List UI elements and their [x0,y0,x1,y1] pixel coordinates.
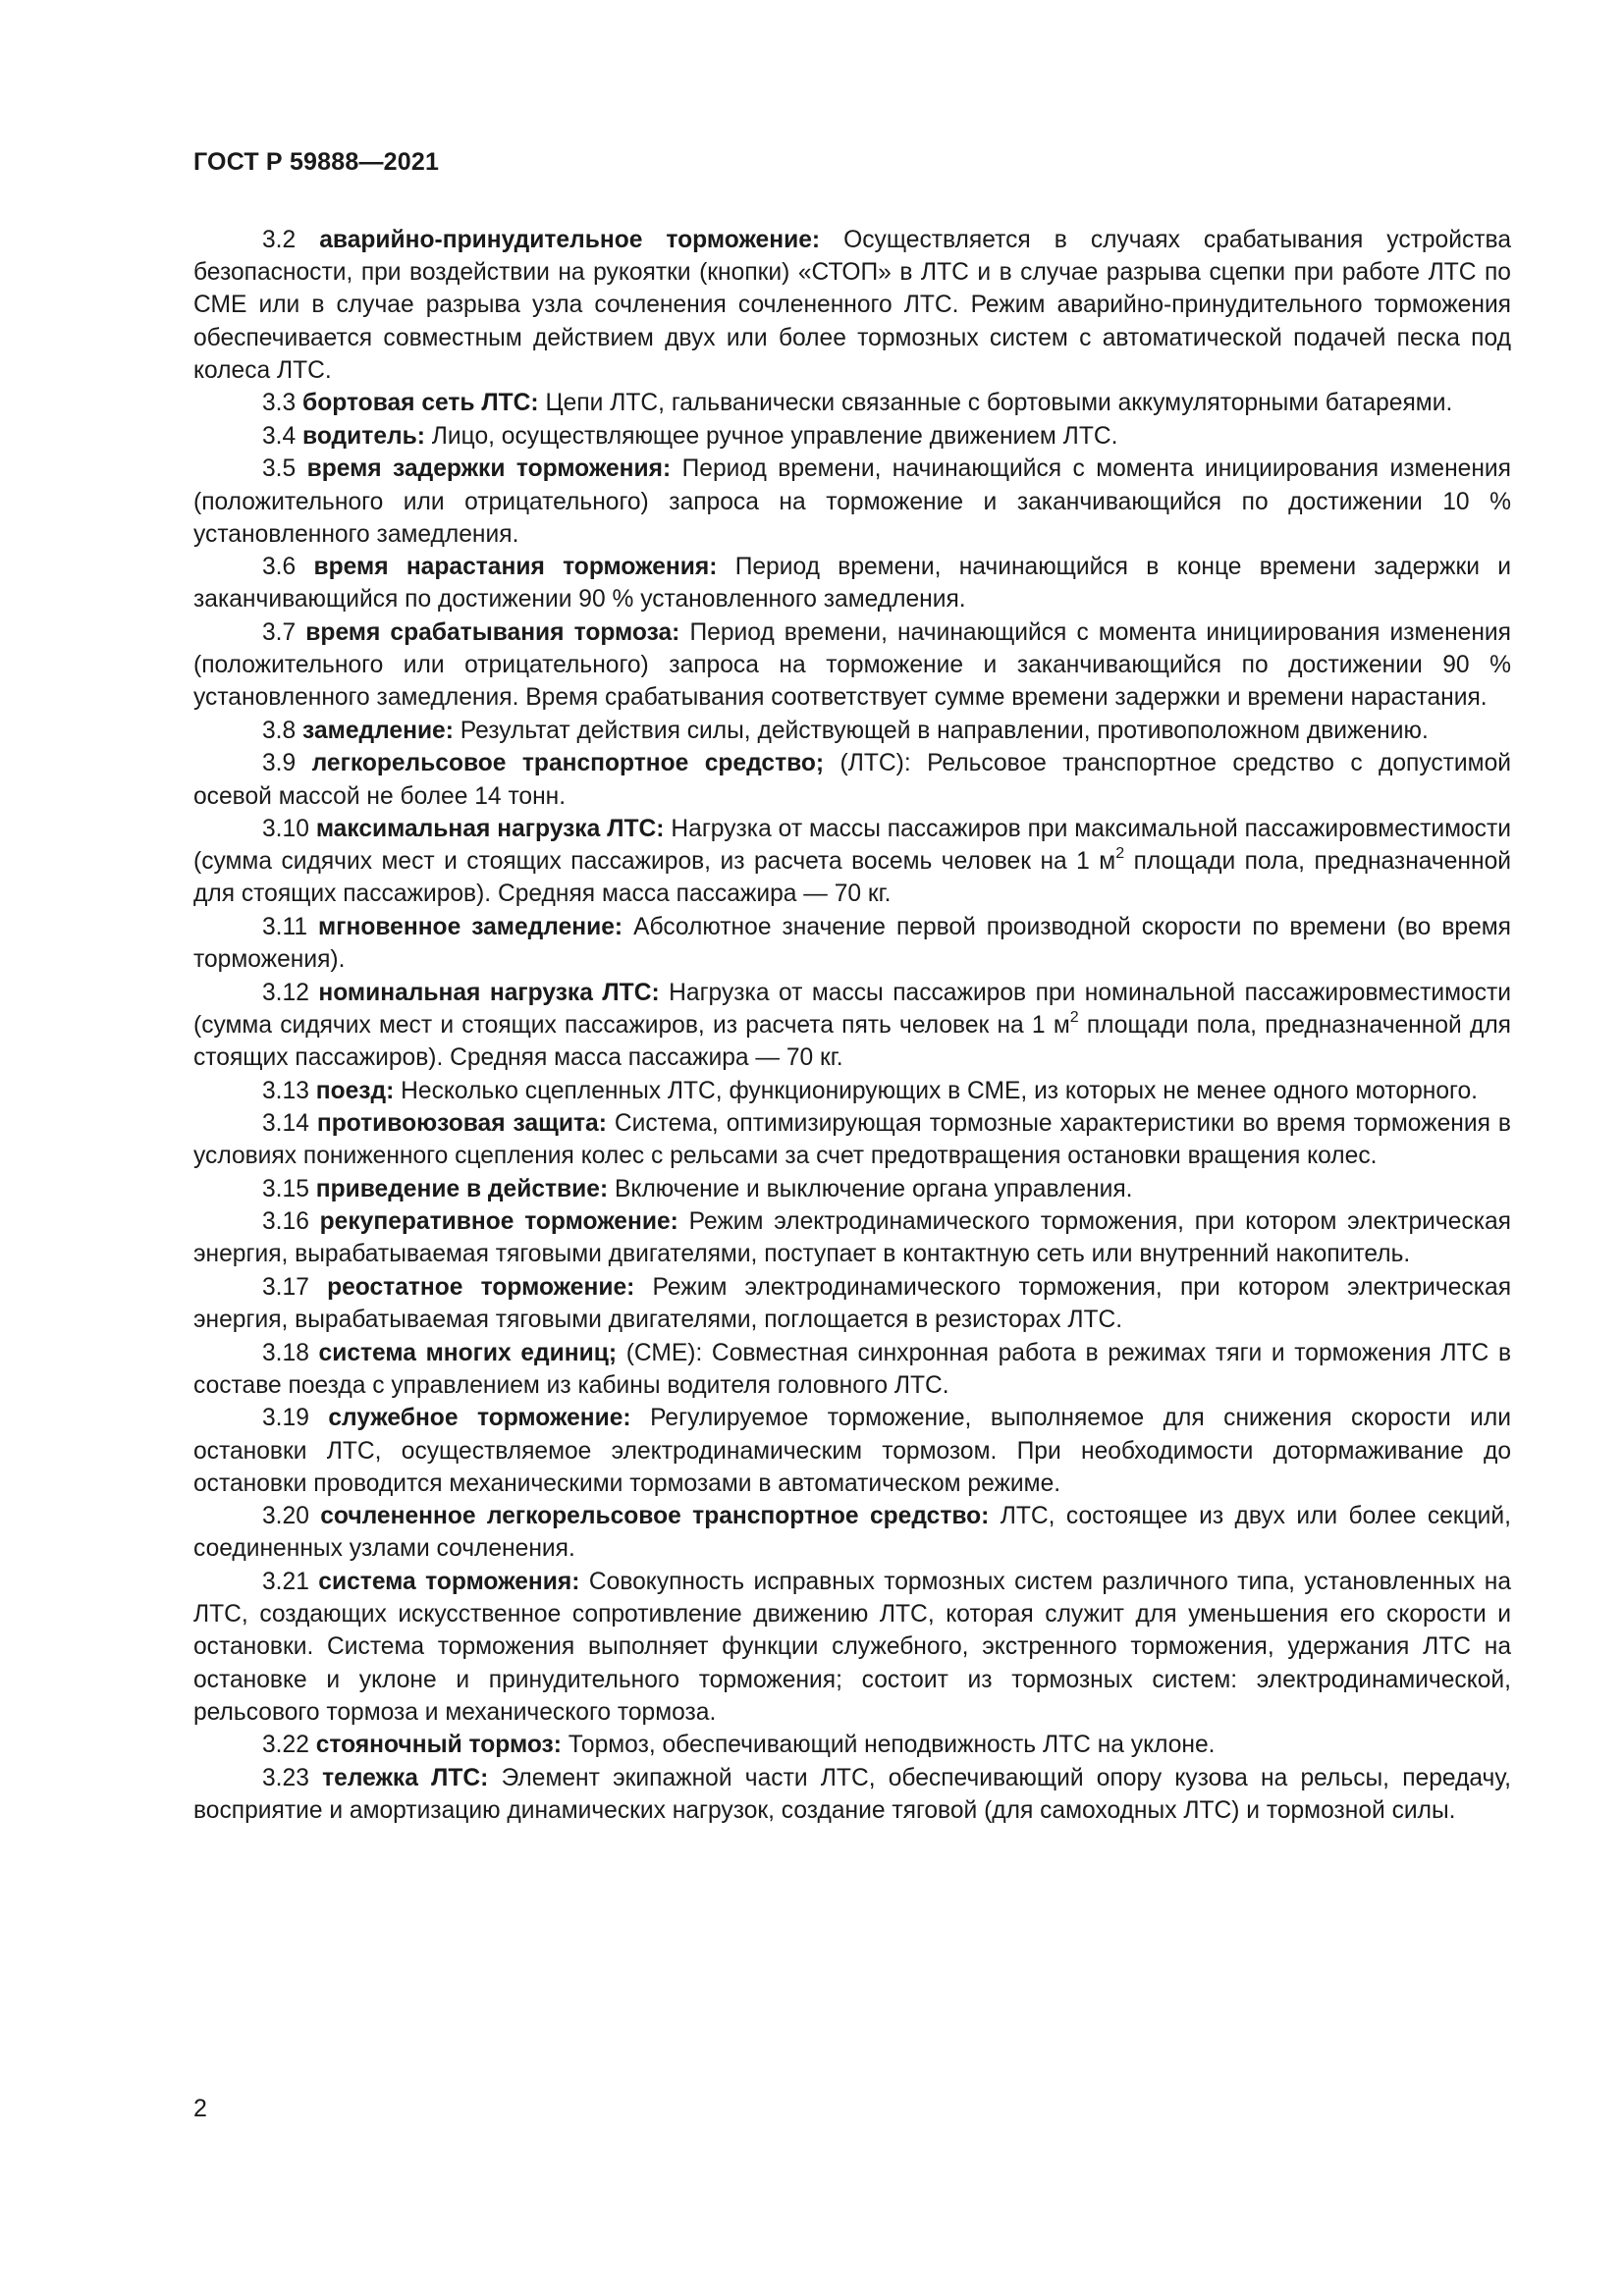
term-number: 3.21 [262,1568,309,1595]
term-definition: Элемент экипажной части ЛТС, обеспечивающий опору кузова на рельсы, передачу, восприятие и амортизацию динамических нагрузок, создание тяговой (для самоходных ЛТС) и тормозной силы. [193,1764,1511,1824]
term-definition: Результат действия силы, действующей в направлении, противоположном движению. [460,717,1429,744]
term-entry [193,1337,1511,1402]
document-code-header: ГОСТ Р 59888—2021 [193,148,440,176]
page-number: 2 [193,2095,207,2122]
term-number: 3.2 [262,227,297,253]
term-name: замедление: [302,717,454,744]
term-entry [193,1762,1511,1827]
term-entry [193,420,1511,453]
term-entry [193,616,1511,715]
term-entry [193,977,1511,1075]
term-entry [193,1566,1511,1729]
term-number: 3.23 [262,1764,309,1791]
term-definition: Цепи ЛТС, гальванически связанные с бортовыми аккумуляторными батареями. [545,390,1453,417]
term-number: 3.13 [262,1077,309,1104]
term-definition: (СМЕ): Совместная синхронная работа в режимах тяги и торможения ЛТС в составе поезда с управлением из кабины водителя головного ЛТС. [193,1339,1512,1399]
term-number: 3.19 [262,1405,309,1432]
term-definition: (ЛТС): Рельсовое транспортное средство с допустимой осевой массой не более 14 тонн. [193,750,1511,810]
terms-list [193,224,1511,1827]
term-name: сочлененное легкорельсовое транспортное средство: [320,1503,990,1530]
term-definition: Включение и выключение органа управления. [615,1175,1133,1202]
superscript: 2 [1115,845,1125,863]
term-entry [193,1402,1511,1500]
term-entry [193,1500,1511,1565]
term-entry [193,551,1511,615]
term-definition-continued: площади пола, предназначенной для стоящих пассажиров). Средняя масса пассажира — 70 кг. [193,1011,1511,1072]
term-definition: Тормоз, обеспечивающий неподвижность ЛТС на уклоне. [568,1732,1216,1759]
term-definition: Режим электродинамического торможения, при котором электрическая энергия, вырабатываемая тяговыми двигателями, поглощается в резисторах ЛТС. [193,1273,1512,1334]
term-number: 3.22 [262,1732,309,1759]
term-name: реостатное торможение: [327,1273,635,1301]
term-number: 3.5 [262,455,297,483]
term-number: 3.8 [262,717,297,744]
term-definition: Нагрузка от массы пассажиров при максимальной пассажировместимости (сумма сидячих мест и стоящих пассажиров, из расчета восемь человек на 1 м [193,816,1511,876]
term-entry [193,1205,1511,1270]
term-entry [193,747,1511,812]
term-name: система торможения: [318,1568,580,1595]
term-number: 3.16 [262,1208,309,1236]
term-name: противоюзовая защита: [316,1110,607,1138]
term-number: 3.20 [262,1503,309,1530]
term-name: аварийно-принудительное торможение: [319,227,821,253]
term-definition: Нагрузка от массы пассажиров при номинальной пассажировместимости (сумма сидячих мест и стоящих пассажиров, из расчета пять человек на 1 м [193,979,1511,1039]
term-number: 3.4 [262,422,297,450]
term-entry [193,1173,1511,1205]
term-entry [193,1729,1511,1761]
term-name: мгновенное замедление: [318,913,623,940]
term-entry [193,911,1511,976]
term-name: номинальная нагрузка ЛТС: [318,979,660,1006]
term-entry [193,224,1511,387]
term-name: время задержки торможения: [306,455,672,483]
term-definition: Несколько сцепленных ЛТС, функционирующих в СМЕ, из которых не менее одного моторного. [401,1077,1478,1104]
term-name: служебное торможение: [328,1405,631,1432]
term-definition: Лицо, осуществляющее ручное управление движением ЛТС. [431,422,1118,450]
term-name: приведение в действие: [315,1175,609,1202]
term-number: 3.14 [262,1110,309,1138]
term-name: водитель: [302,422,425,450]
term-number: 3.6 [262,554,297,581]
superscript: 2 [1069,1008,1079,1026]
term-number: 3.3 [262,390,297,417]
term-definition: Осуществляется в случаях срабатывания устройства безопасности, при воздействии на рукоятки (кнопки) «СТОП» в ЛТС и в случае разрыва сцепки при работе ЛТС по СМЕ или в случае разрыва узла сочленения сочлененного ЛТС. Режим аварийно-принудительного торможения обеспечивается совместным действием двух или более тормозных систем с автоматической подачей песка под колеса ЛТС. [193,227,1511,384]
term-name: поезд: [315,1077,395,1104]
term-definition-continued: площади пола, предназначенной для стоящих пассажиров). Средняя масса пассажира — 70 кг. [193,848,1511,908]
term-entry [193,1107,1511,1172]
term-number: 3.7 [262,618,297,646]
term-entry [193,387,1511,419]
term-name: время нарастания торможения: [313,554,718,581]
term-definition: Совокупность исправных тормозных систем различного типа, установленных на ЛТС, создающих искусственное сопротивление движению ЛТС, которая служит для уменьшения его скорости и остановки. Система торможения выполняет функции служебного, экстренного торможения, удержания ЛТС на остановке и уклоне и принудительного торможения; состоит из тормозных систем: электродинамической, рельсового тормоза и механического тормоза. [193,1568,1511,1726]
term-number: 3.9 [262,750,297,777]
term-name: система многих единиц; [318,1339,618,1366]
term-entry [193,715,1511,747]
term-definition: Период времени, начинающийся с момента инициирования изменения (положительного или отрицательного) запроса на торможение и заканчивающийся по достижении 10 % установленного замедления. [193,455,1511,548]
term-entry [193,1075,1511,1107]
term-name: бортовая сеть ЛТС: [302,390,539,417]
term-number: 3.15 [262,1175,309,1202]
term-number: 3.12 [262,979,309,1006]
term-name: легкорельсовое транспортное средство; [311,750,825,777]
term-number: 3.17 [262,1273,309,1301]
term-entry [193,1271,1511,1336]
term-number: 3.11 [262,913,308,940]
term-name: стояночный тормоз: [315,1732,562,1759]
term-number: 3.18 [262,1339,309,1366]
term-name: тележка ЛТС: [322,1764,489,1791]
term-definition: Режим электродинамического торможения, при котором электрическая энергия, вырабатываемая тяговыми двигателями, поступает в контактную сеть или внутренний накопитель. [193,1208,1512,1268]
term-definition: ЛТС, состоящее из двух или более секций, соединенных узлами сочленения. [193,1503,1511,1563]
term-entry [193,453,1511,551]
term-name: рекуперативное торможение: [319,1208,678,1236]
term-number: 3.10 [262,816,309,843]
term-definition: Период времени, начинающийся в конце времени задержки и заканчивающийся по достижении 90 % установленного замедления. [193,554,1511,614]
term-definition: Система, оптимизирующая тормозные характеристики во время торможения в условиях пониженного сцепления колес с рельсами за счет предотвращения остановки вращения колес. [193,1110,1511,1170]
term-entry [193,813,1511,911]
term-definition: Период времени, начинающийся с момента инициирования изменения (положительного или отрицательного) запроса на торможение и заканчивающийся по достижении 90 % установленного замедления. Время срабатывания соответствует сумме времени задержки и времени нарастания. [193,618,1511,712]
term-definition: Регулируемое торможение, выполняемое для снижения скорости или остановки ЛТС, осуществляемое электродинамическим тормозом. При необходимости дотормаживание до остановки проводится механическими тормозами в автоматическом режиме. [193,1405,1511,1497]
term-definition: Абсолютное значение первой производной скорости по времени (во время торможения). [193,913,1511,974]
term-name: время срабатывания тормоза: [305,618,680,646]
term-name: максимальная нагрузка ЛТС: [315,816,665,843]
